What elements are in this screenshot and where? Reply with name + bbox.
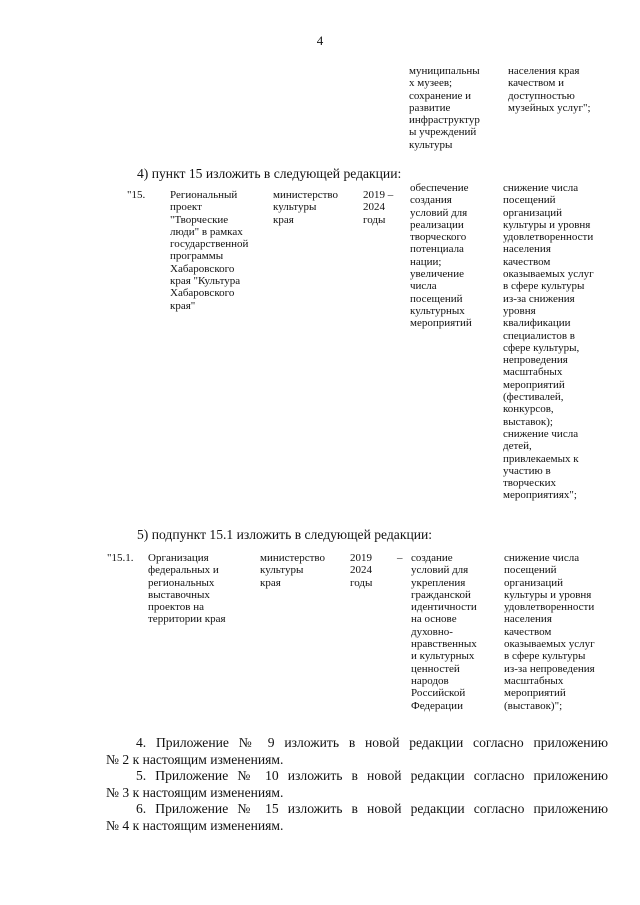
paragraph-5-line-2: № 3 к настоящим изменениям. (106, 784, 284, 800)
row-15-1-period: 2019 2024 годы (350, 552, 373, 589)
row-15-1-dash: – (397, 552, 403, 564)
row-15-1-number: "15.1. (107, 552, 134, 564)
row-15-risks: снижение числа посещений организаций культуры и уровня удовлетворенности населения качеством оказываемых услуг в сфере культуры из-за снижения уровня квалификации специалистов в сфере культуры, непроведения масштабных мероприятий (фестивалей, конкурсов, выставок); снижение числа детей, привлекаемых к участию в творческих мероприятиях"; (503, 182, 594, 502)
section-5-heading: 5) подпункт 15.1 изложить в следующей редакции: (137, 527, 433, 542)
paragraph-6-line-1: 6. Приложение № 15 изложить в новой редакции согласно приложению (136, 801, 608, 816)
cont-measures-cell: муниципальны х музеев; сохранение и развитие инфраструктур ы учреждений культуры (409, 65, 480, 151)
paragraph-4-line-2: № 2 к настоящим изменениям. (106, 751, 284, 767)
row-15-number: "15. (127, 189, 146, 201)
row-15-1-measures: создание условий для укрепления гражданской идентичности на основе духовно- нравственных и культурных ценностей народов Российской Федерации (411, 552, 477, 712)
paragraph-6-line-2: № 4 к настоящим изменениям. (106, 817, 284, 833)
section-4-heading: 4) пункт 15 изложить в следующей редакции: (137, 166, 402, 181)
row-15-measures: обеспечение создания условий для реализации творческого потенциала нации; увеличение числа посещений культурных мероприятий (410, 182, 472, 330)
row-15-executor: министерство культуры края (273, 189, 339, 226)
paragraph-5 (106, 768, 608, 801)
paragraph-6 (106, 801, 608, 834)
row-15-name: Региональный проект "Творческие люди" в рамках государственной программы Хабаровского края "Культура Хабаровского края" (170, 189, 249, 312)
row-15-1-risks: снижение числа посещений организаций культуры и уровня удовлетворенности населения качеством оказываемых услуг в сфере культуры из-за непроведения масштабных мероприятий (выставок)"; (504, 552, 595, 712)
page-number: 4 (316, 33, 324, 48)
paragraph-4-line-1: 4. Приложение № 9 изложить в новой редакции согласно приложению (136, 735, 608, 750)
row-15-period: 2019 – 2024 годы (363, 189, 394, 226)
paragraph-5-line-1: 5. Приложение № 10 изложить в новой редакции согласно приложению (136, 768, 608, 783)
row-15-1-name: Организация федеральных и региональных выставочных проектов на территории края (148, 552, 226, 626)
paragraph-4 (106, 735, 608, 768)
row-15-1-executor: министерство культуры края (260, 552, 326, 589)
cont-risks-cell: населения края качеством и доступностью музейных услуг"; (508, 65, 591, 114)
